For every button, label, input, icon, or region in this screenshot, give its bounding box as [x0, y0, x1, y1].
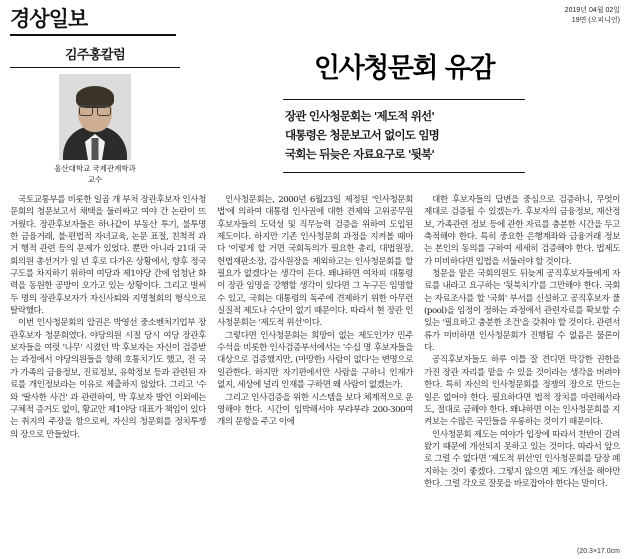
- newspaper-logo: 경상일보: [10, 6, 88, 31]
- paragraph: 인사청문회 제도는 여야가 입장에 따라서 찬반이 갈려 왔기 때문에 개선되지 못하고 있는 것이다. 따라서 앞으로 그럴 수 없다면 '제도적 위선'인 인사청문회를 당장 폐지하는 것이 좋겠다. 그렇지 않으면 제도 개선을 해야만 한다. 그럴 각오로 잘못을 바로잡아야 한다는 말이다.: [424, 429, 620, 489]
- subhead-line-3: 국회는 뒤늦은 자료요구로 '뒷북': [285, 147, 435, 161]
- paragraph: 공직후보자들도 하루 이틀 잘 견디면 막강한 권한을 가진 장관 자리를 맡을 수 있을 것이라는 생각을 버려야 한다. 특히 자신의 인사청문회를 정쟁의 장으로 만드는 일은 없어야 한다. 필요하다면 법적 장치를 마련해서라도, 절대로 금해야 한다. 왜냐하면 이는 인사청문회를 지켜보는 수많은 국민들을 우롱하는 것이기 때문이다.: [424, 355, 620, 428]
- portrait-tie: [92, 138, 99, 160]
- author-affiliation-line1: 울산대학교 국제관계학과: [54, 164, 136, 173]
- paragraph: 이번 인사청문회의 압권은 박영선 중소벤처기업부 장관후보자 청문회였다. 야당의원 시절 당시 여당 장관후보자들을 여럿 '나무' 시켰던 박 후보자는 자신이 검증받는 과정에서 야당의원들을 향해 호통치기도 했고, 전 국가 가족의 금융정보, 진료정보, 유학정보 등과 관련된 자료를 개인정보라는 이유로 제출하지 않았다. 그리고 '수와 '딸사한 사건' 과 관련하여, 박 후보자 발언 이외에는 구체적 증거도 없이, 황교안 제1야당 대표가 책임이 있다는 취지의 주장을 함으로써, 자신의 청문회를 정치투쟁의 장으로 만들었다.: [10, 318, 207, 440]
- page-title: 인사청문회 유감: [314, 53, 494, 84]
- article-body: [10, 194, 620, 546]
- paragraph: 인사청문회는, 2000년 6월23일 제정된 '인사청문회법'에 의하여 대통령 인사권에 대한 견제와 고위공무원 후보자들의 도덕성 및 직무능력 검증을 위하여 도입된 제도이다. 하지만 기존 인사청문회 과정을 지켜볼 때마다 '이렇게 할 거면 국회독의가 필요한 총리, 대법원장, 헌법재판소장, 감사원장을 제외하고는 인사청문회를 할 필요가 없겠다'는 생각이 든다. 왜냐하면 여차피 대통령이 장관 임명을 강행할 생각이 있다면 그 누구든 임명할 수 있고, 국회는 대통령의 독주에 견제하기 위한 아무런 실질적 제도나 수단이 없기 때문이다. 따라서 현 장관 인사청문회는 '제도적 위선'이다.: [217, 195, 413, 329]
- title-block: [188, 44, 620, 173]
- subhead-line-1: 장관 인사청문회는 '제도적 위선': [285, 109, 435, 123]
- column-title: 김주홍칼럼: [10, 44, 180, 68]
- article-header: [10, 44, 620, 186]
- article-column-2: [217, 194, 413, 546]
- paragraph: 그리고 인사검증을 위한 시스템을 보다 체계적으로 운영해야 한다. 시간이 임박해서야 부랴부랴 200-300여 개의 문항을 주고 이에: [217, 392, 413, 428]
- subhead-box: [283, 99, 525, 173]
- article-column-1: [10, 194, 206, 546]
- issue-date-line1: 2019년 04월 02일: [564, 7, 620, 14]
- author-portrait-photo: [59, 74, 131, 160]
- author-affiliation-line2: 교수: [87, 175, 103, 184]
- clipping-size-note: (20.3×17.0cm: [577, 548, 620, 555]
- article-column-3: [424, 194, 620, 546]
- masthead: [10, 6, 620, 40]
- paragraph: 대한 후보자들의 답변을 중심으로 검증하니, 무엇이 제대로 검증될 수 있겠는가. 후보자의 금융정보, 재산정보, 가족관련 정보 등에 관한 자료를 충분한 시간을 두고 축적해야 한다. 특히 중요한 은행계좌와 금융거래 정보는 본인의 동의를 구하여 세세히 검증해야 한다. 법제도가 미비하다면 입법을 서둘러야 할 것이다.: [424, 195, 620, 267]
- paragraph: 그렇다면 인사청문회는 희망이 없는 제도인가? 민주수석을 비롯한 인사검증부서에서는 '수십 명 후보자들을 대상으로 검증했지만, (마땅한) 사람이 없다'는 변명으로 일관한다. 하지만 자기편에서만 사람을 구하니 인재가 없지, 세상에 널리 인재를 구하면 왜 사람이 없겠는가.: [217, 330, 413, 391]
- issue-page-section: 19면 (오피니언): [571, 17, 620, 24]
- masthead-rule: [10, 34, 176, 36]
- paragraph: 청문을 맡은 국회의원도 뒤늦게 공직후보자들에게 자료를 내라고 요구하는 '뒷북치기'를 그만해야 한다. 국회는 자료조사를 할 '국회' 부서를 신설하고 공직후보자 풀(pool)을 임정이 정하는 과정에서 관련자료를 확보할 수 있는 '필요하고 충분한 조건'을 갖춰야 할 것이다. 관련서류가 미비하면 인사청문회가 진행될 수 없음은 물론이다.: [424, 269, 620, 354]
- byline-column: [10, 44, 180, 185]
- author-affiliation: [10, 163, 180, 185]
- subhead-line-2: 대통령은 청문보고서 없이도 임명: [285, 128, 439, 142]
- glasses-icon: [79, 105, 111, 115]
- paragraph: 국토교통부를 비롯한 일곱 개 부처 장관후보자 인사청문회의 청문보고서 채택을 둘러싸고 여야 간 논란이 뜨거웠다. 장관후보자들은 하나같이 부동산 투기, 불투명한 금융거래, 불·편법적 자녀교육, 논문 표절, 친척적 과거 행적 관련 등의 문제가 있었다. 뿐만 아니라 21대 국회의원 총선거가 일 년 후로 다가온 상황에서, 향후 정국구도를 차지하기 위하여 여당과 제1야당 간에 엄청난 화력을 동원한 공방이 오가고 있는 상황이다. 그리고 벌써 두 명의 장관후보자가 자신사퇴와 지명철회의 형식으로 탈락했다.: [10, 195, 206, 317]
- issue-date: [565, 6, 620, 26]
